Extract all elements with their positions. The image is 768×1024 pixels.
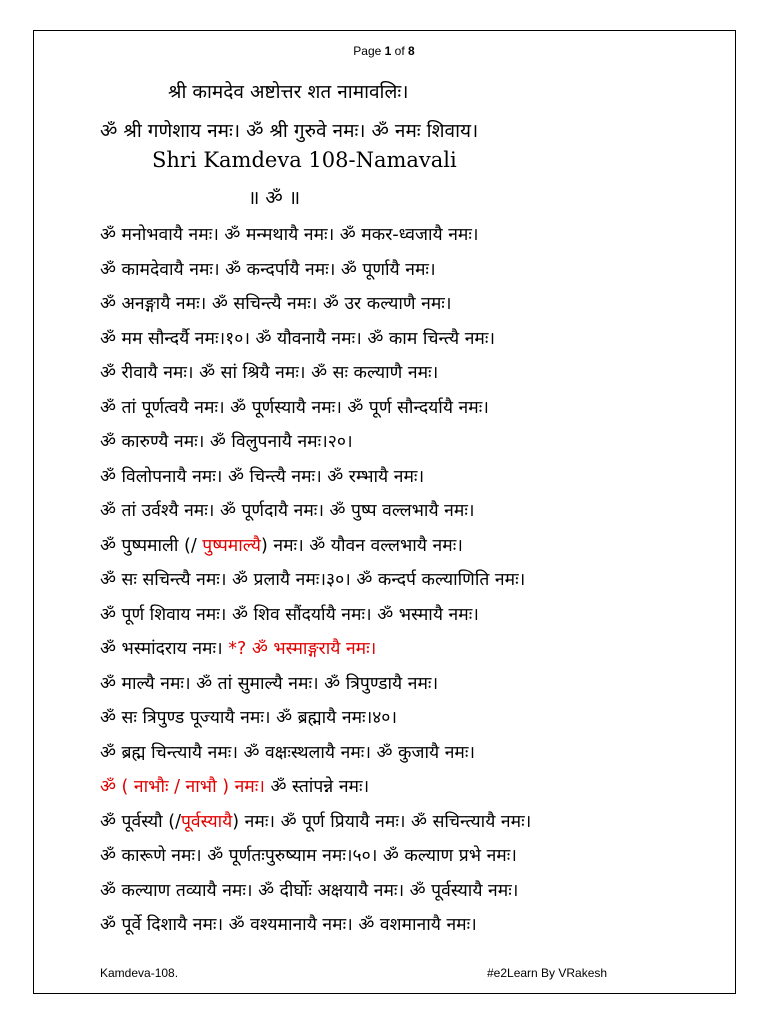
mantra-text: ॐ रीवायै नमः। ॐ सां श्रियै नमः। ॐ सः कल्याणै नमः। — [100, 363, 439, 383]
mantra-line — [100, 391, 720, 426]
mantra-text: ॐ विलोपनायै नमः। ॐ चिन्त्यै नमः। ॐ रम्भायै नमः। — [100, 466, 425, 487]
mantra-text: ॐ पुष्पमाली (/ — [100, 535, 203, 556]
mantra-line — [100, 701, 720, 736]
mantra-text: ॐ पूर्वे दिशायै नमः। ॐ वश्यमानायै नमः। ॐ वशमानायै नमः। — [100, 915, 477, 935]
mantra-text: ॐ पूर्ण शिवाय नमः। ॐ शिव सौंदर्यायै नमः। ॐ भस्मायै नमः। — [100, 604, 479, 625]
mantra-line — [100, 322, 720, 357]
mantra-text: ॐ स्तांपन्ने नमः। — [264, 777, 370, 797]
mantra-line — [100, 839, 720, 874]
page-number — [0, 44, 768, 58]
mantra-line — [100, 563, 720, 598]
mantra-text: ॐ सः त्रिपुण्ड पूज्यायै नमः। ॐ ब्रह्मायै नमः।४०। — [100, 708, 398, 728]
mantra-line — [100, 874, 720, 909]
mantra-text-highlight: *? ॐ भस्माङ्गरायै नमः। — [228, 639, 377, 659]
mantra-text: ॐ कल्याण तव्यायै नमः। ॐ दीर्घोः अक्षयायै नमः। ॐ पूर्वस्यायै नमः। — [100, 880, 519, 901]
mantra-line — [100, 736, 720, 771]
mantra-text: ॐ मम सौन्दर्यै नमः।१०। ॐ यौवनायै नमः। ॐ काम चिन्त्यै नमः। — [100, 328, 496, 349]
mantra-text: ॐ सः सचिन्त्यै नमः। ॐ प्रलायै नमः।३०। ॐ कन्दर्प कल्याणिति नमः। — [100, 570, 526, 590]
mantra-text: ॐ मनोभवायै नमः। ॐ मन्मथायै नमः। ॐ मकर-ध्वजायै नमः। — [100, 225, 479, 245]
mantra-line — [100, 529, 720, 564]
mantra-text: ) नमः। ॐ पूर्ण प्रियायै नमः। ॐ सचिन्त्यायै नमः। — [232, 811, 532, 832]
mantra-line — [100, 632, 720, 667]
page-total: 8 — [408, 44, 415, 58]
mantra-text: ॐ पूर्वस्यौ (/ — [100, 811, 181, 832]
mantra-text-highlight: ॐ ( नाभौः / नाभौ ) नमः। — [100, 777, 265, 797]
mantra-text: ॐ तां पूर्णत्वयै नमः। ॐ पूर्णस्यायै नमः। ॐ पूर्ण सौन्दर्यायै नमः। — [100, 397, 489, 418]
page-prefix: Page — [353, 44, 385, 58]
mantra-text: ॐ कारुण्यै नमः। ॐ विलुपनायै नमः।२०। — [100, 432, 353, 452]
mantra-line — [100, 218, 720, 253]
mantra-line — [100, 253, 720, 288]
mantra-text: ॐ तां उर्वश्यै नमः। ॐ पूर्णदायै नमः। ॐ पुष्प वल्लभायै नमः। — [100, 501, 475, 521]
mantra-text: ॐ कामदेवायै नमः। ॐ कन्दर्पायै नमः। ॐ पूर्णायै नमः। — [100, 259, 436, 280]
document-title: श्री कामदेव अष्टोत्तर शत नामावलिः। — [168, 81, 409, 103]
footer-left: Kamdeva-108. — [100, 966, 179, 980]
mantra-line — [100, 770, 720, 805]
page-current: 1 — [384, 44, 392, 58]
mantra-line — [100, 460, 720, 495]
mantra-line — [100, 667, 720, 702]
mantra-line — [100, 598, 720, 633]
mantra-text-highlight: पुष्पमाल्यै — [202, 535, 261, 556]
page-of: of — [391, 44, 409, 58]
om-line: ॥ ॐ ॥ — [248, 187, 301, 209]
mantra-line — [100, 425, 720, 460]
mantra-text: ॐ कारूणे नमः। ॐ पूर्णतःपुरुष्याम नमः।५०। ॐ कल्याण प्रभे नमः। — [100, 846, 517, 866]
mantra-text: ) नमः। ॐ यौवन वल्लभायै नमः। — [260, 535, 463, 556]
mantra-line — [100, 908, 720, 943]
mantra-line — [100, 287, 720, 322]
english-title: Shri Kamdeva 108-Namavali — [152, 148, 457, 172]
namavali-lines — [100, 218, 720, 943]
mantra-line — [100, 494, 720, 529]
footer-right: #e2Learn By VRakesh — [487, 966, 608, 980]
mantra-text: ॐ माल्यै नमः। ॐ तां सुमाल्यै नमः। ॐ त्रिपुण्डायै नमः। — [100, 673, 439, 694]
mantra-text: ॐ अनङ्गायै नमः। ॐ सचिन्त्यै नमः। ॐ उर कल्याणै नमः। — [100, 294, 452, 314]
mantra-line — [100, 356, 720, 391]
mantra-text: ॐ ब्रह्म चिन्त्यायै नमः। ॐ वक्षःस्थलायै नमः। ॐ कुजायै नमः। — [100, 742, 476, 763]
mantra-text: ॐ भस्मांदराय नमः। — [100, 639, 229, 659]
mantra-line — [100, 805, 720, 840]
mantra-text-highlight: पूर्वस्यायै — [180, 811, 233, 832]
invocation-line: ॐ श्री गणेशाय नमः। ॐ श्री गुरुवे नमः। ॐ नमः शिवाय। — [100, 120, 479, 142]
